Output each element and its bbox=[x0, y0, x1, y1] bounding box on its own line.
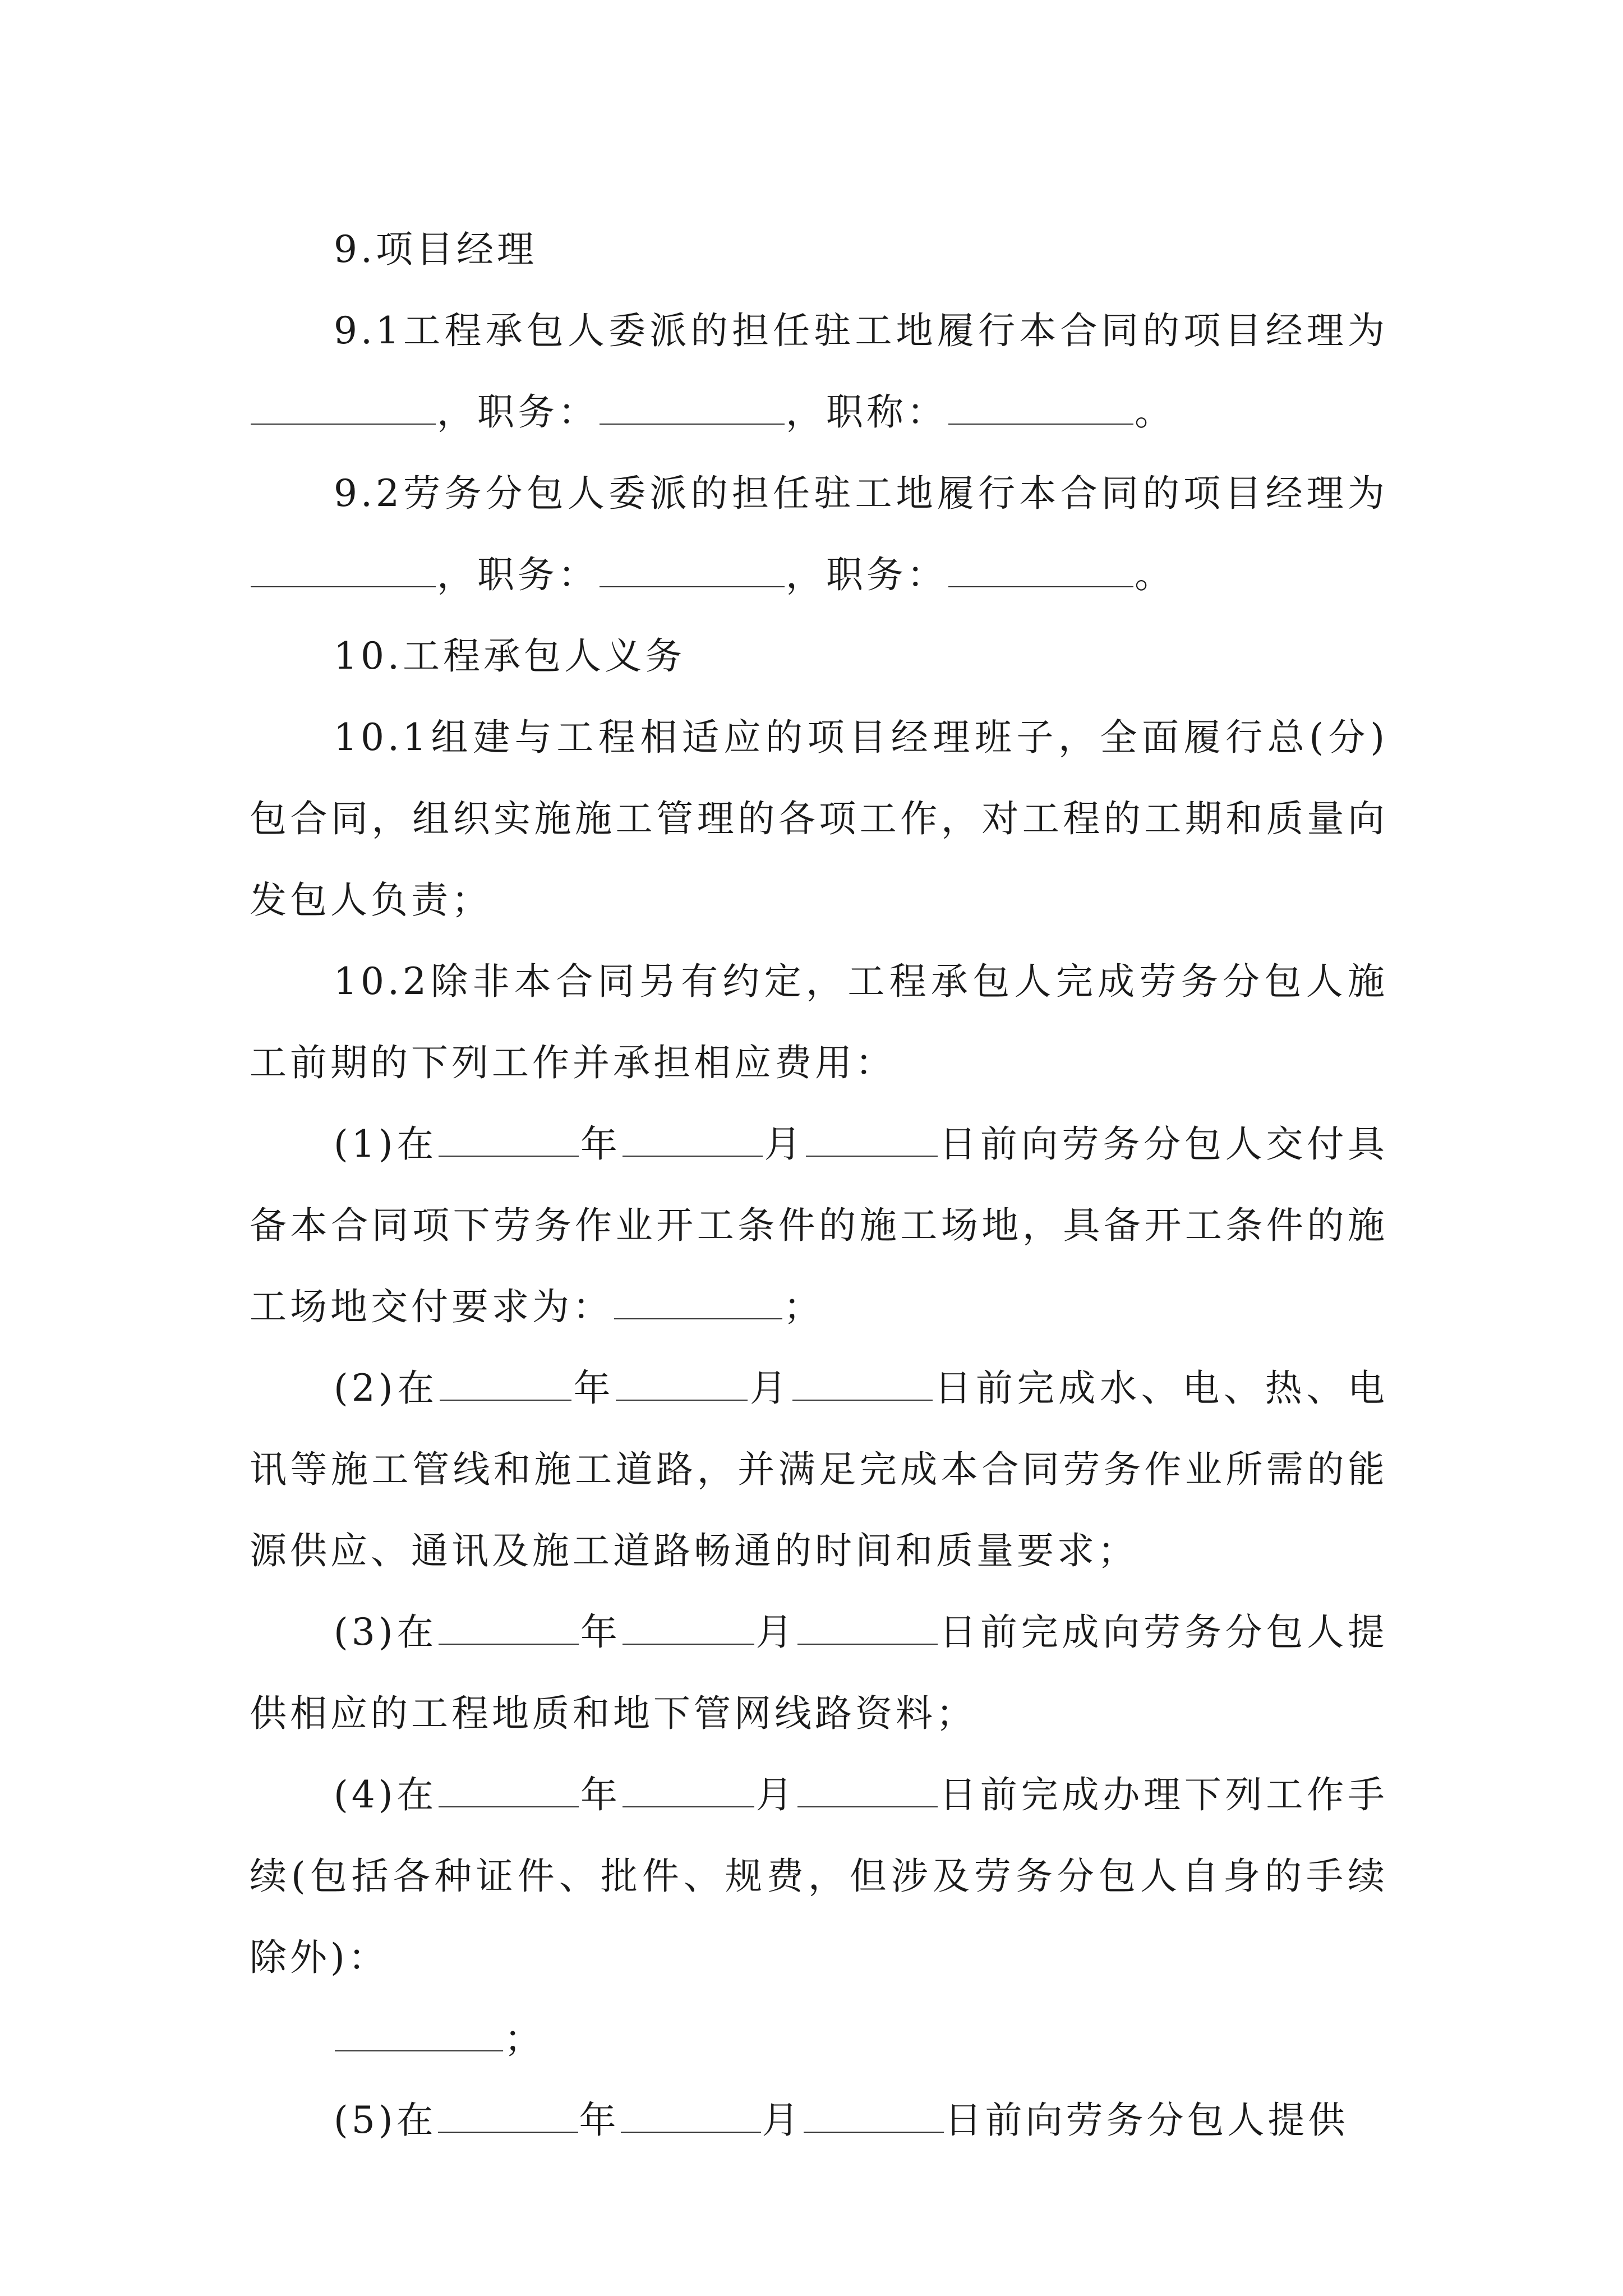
section-10-title: 10.工程承包人义务 bbox=[334, 634, 685, 678]
label-year: 年 bbox=[579, 2099, 620, 2142]
section-9-heading bbox=[250, 209, 1388, 290]
clause-10-2-text: 10.2除非本合同另有约定，工程承包人完成劳务分包人施工前期的下列工作并承担相应费用： bbox=[250, 960, 1388, 1084]
item-5-text: 日前向劳务分包人提供 bbox=[944, 2099, 1349, 2142]
item-4 bbox=[250, 1754, 1388, 1998]
blank-day bbox=[797, 1776, 938, 1807]
blank-month bbox=[623, 1125, 763, 1157]
blank-field bbox=[948, 556, 1133, 587]
label-month: 月 bbox=[763, 1122, 805, 1166]
item-1-text: 日前向劳务分包人交付具备本合同项下劳务作业开工条件的施工场地，具备开工条件的施工场地交付要求为： bbox=[250, 1122, 1389, 1328]
clause-10-1-text: 10.1组建与工程相适应的项目经理班子，全面履行总(分)包合同，组织实施施工管理的各项工作，对工程的工期和质量向发包人负责； bbox=[250, 716, 1388, 922]
blank-month bbox=[621, 2101, 761, 2133]
item-1-prefix: (1)在 bbox=[334, 1122, 438, 1166]
label-year: 年 bbox=[580, 1611, 621, 1654]
item-5 bbox=[250, 2079, 1388, 2161]
blank-year bbox=[439, 1776, 579, 1807]
blank-year bbox=[439, 1125, 579, 1157]
label-month: 月 bbox=[749, 1366, 791, 1410]
item-3 bbox=[250, 1591, 1388, 1754]
blank-day bbox=[797, 1613, 938, 1645]
blank-month bbox=[623, 1776, 754, 1807]
period: 。 bbox=[1135, 553, 1175, 596]
section-10-heading bbox=[250, 615, 1388, 697]
label-month: 月 bbox=[755, 1611, 797, 1654]
blank-month bbox=[623, 1613, 754, 1645]
blank-year bbox=[440, 1369, 571, 1401]
item-3-text: 日前完成向劳务分包人提供相应的工程地质和地下管网线路资料； bbox=[250, 1611, 1389, 1735]
semicolon: ； bbox=[783, 1285, 824, 1328]
clause-9-1 bbox=[250, 290, 1388, 453]
label-position: ，职务： bbox=[437, 390, 598, 434]
clause-10-2 bbox=[250, 941, 1388, 1103]
blank-month bbox=[616, 1369, 748, 1401]
item-5-prefix: (5)在 bbox=[334, 2099, 437, 2142]
blank-field bbox=[600, 556, 785, 587]
blank-field bbox=[948, 393, 1133, 425]
label-position: ，职务： bbox=[786, 553, 947, 596]
label-title: ，职称： bbox=[786, 390, 947, 434]
label-year: 年 bbox=[580, 1773, 621, 1816]
document-body bbox=[250, 209, 1388, 2161]
blank-day bbox=[804, 2101, 944, 2133]
blank-field bbox=[251, 556, 436, 587]
blank-field bbox=[335, 2020, 503, 2051]
item-2-text: 日前完成水、电、热、电讯等施工管线和施工道路，并满足完成本合同劳务作业所需的能源供应、通讯及施工道路畅通的时间和质量要求； bbox=[250, 1366, 1389, 1572]
clause-10-1 bbox=[250, 697, 1388, 941]
item-4-blank-line bbox=[250, 1998, 1388, 2079]
clause-9-2-text: 9.2劳务分包人委派的担任驻工地履行本合同的项目经理为 bbox=[334, 472, 1388, 515]
blank-year bbox=[438, 2101, 578, 2133]
item-2 bbox=[250, 1347, 1388, 1591]
item-3-prefix: (3)在 bbox=[334, 1611, 438, 1654]
period: 。 bbox=[1135, 390, 1175, 434]
section-9-title: 9.项目经理 bbox=[334, 228, 537, 271]
label-year: 年 bbox=[580, 1122, 621, 1166]
blank-field bbox=[251, 393, 436, 425]
item-4-text: 日前完成办理下列工作手续(包括各种证件、批件、规费，但涉及劳务分包人自身的手续除外)： bbox=[250, 1773, 1389, 1979]
item-2-prefix: (2)在 bbox=[334, 1366, 439, 1410]
clause-9-2 bbox=[250, 453, 1388, 615]
semicolon: ； bbox=[504, 2017, 545, 2060]
blank-year bbox=[439, 1613, 579, 1645]
blank-field bbox=[600, 393, 785, 425]
label-year: 年 bbox=[572, 1366, 615, 1410]
label-month: 月 bbox=[762, 2099, 803, 2142]
item-1 bbox=[250, 1103, 1388, 1347]
clause-9-1-text: 9.1工程承包人委派的担任驻工地履行本合同的项目经理为 bbox=[334, 309, 1388, 352]
blank-field bbox=[614, 1288, 782, 1319]
blank-day bbox=[806, 1125, 938, 1157]
blank-day bbox=[792, 1369, 933, 1401]
label-month: 月 bbox=[755, 1773, 797, 1816]
item-4-prefix: (4)在 bbox=[334, 1773, 438, 1816]
label-position: ，职务： bbox=[437, 553, 598, 596]
